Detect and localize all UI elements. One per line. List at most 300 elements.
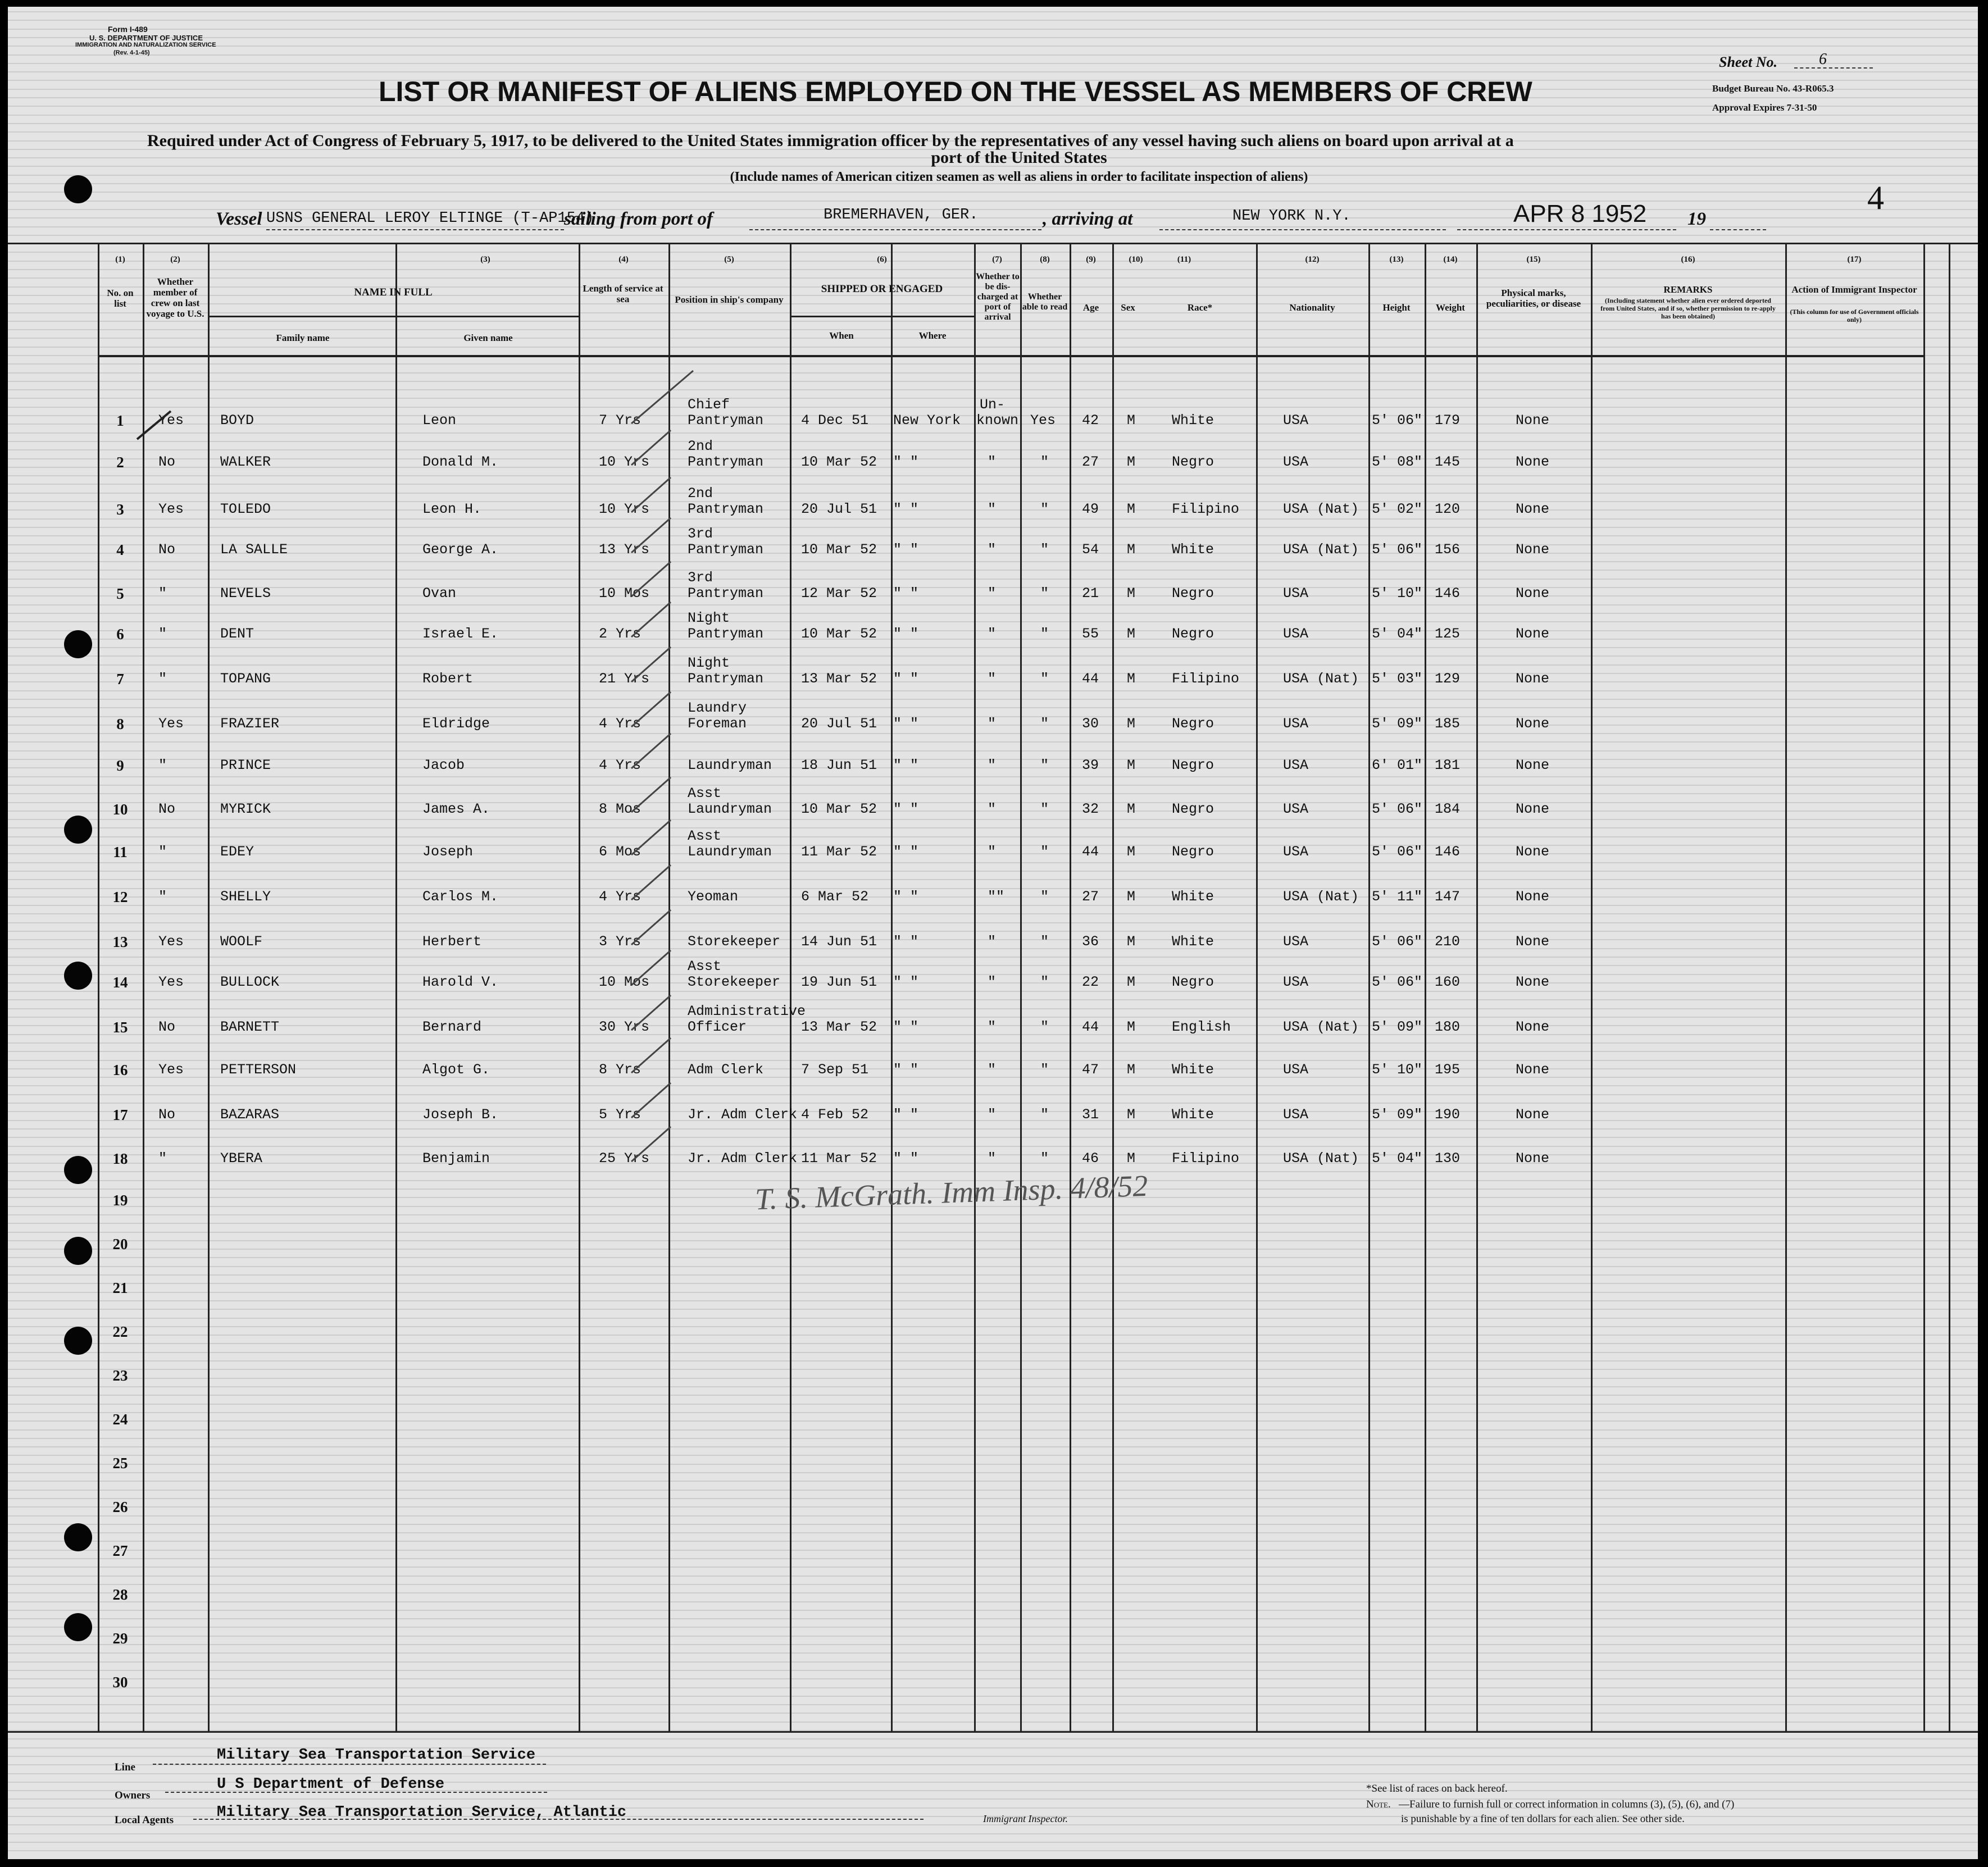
given-name: James A. <box>422 801 490 817</box>
position-line-1: Night <box>688 655 730 671</box>
paper-ruling <box>8 1524 1978 1525</box>
position-line-2: Pantryman <box>688 412 764 429</box>
punch-hole <box>64 962 92 990</box>
column-divider <box>579 243 580 1731</box>
position: Storekeeper <box>688 933 781 950</box>
height: 5' 06" <box>1372 933 1423 950</box>
height: 5' 11" <box>1372 889 1423 905</box>
sex: M <box>1127 801 1136 817</box>
shipped-when: 11 Mar 52 <box>801 1150 877 1167</box>
crew-last-voyage: " <box>158 626 167 642</box>
header-shipped-engaged: SHIPPED OR ENGAGED <box>821 283 943 295</box>
age: 44 <box>1082 844 1099 860</box>
column-number: (8) <box>1040 255 1050 264</box>
nationality: USA (Nat) <box>1283 1019 1359 1035</box>
column-number: (2) <box>170 255 180 264</box>
paper-ruling <box>8 1042 1978 1044</box>
weight: 120 <box>1435 501 1461 517</box>
race: White <box>1172 412 1214 429</box>
family-name: WOOLF <box>220 933 263 950</box>
row-number: 11 <box>113 844 128 860</box>
discharged: " <box>988 585 997 602</box>
header-length-service: Length of service at sea <box>583 283 663 304</box>
paper-ruling <box>8 1833 1978 1834</box>
paper-ruling <box>8 1266 1978 1267</box>
crew-last-voyage: Yes <box>158 1062 184 1078</box>
discharged: "" <box>988 889 1005 905</box>
crew-last-voyage: " <box>158 671 167 687</box>
paper-ruling <box>8 1610 1978 1611</box>
paper-ruling <box>8 1438 1978 1439</box>
height: 5' 04" <box>1372 626 1423 642</box>
able-to-read: " <box>1040 801 1049 817</box>
shipped-where: " " <box>893 585 919 602</box>
physical-marks: None <box>1516 585 1550 602</box>
position-line-2: Pantryman <box>688 541 764 558</box>
paper-ruling <box>8 1369 1978 1370</box>
paper-ruling <box>8 1567 1978 1568</box>
column-divider <box>98 243 99 1731</box>
weight: 195 <box>1435 1062 1461 1078</box>
shipped-when: 13 Mar 52 <box>801 671 877 687</box>
able-to-read: " <box>1040 889 1049 905</box>
paper-ruling <box>8 1455 1978 1456</box>
height: 5' 10" <box>1372 585 1423 602</box>
column-divider <box>395 243 397 1731</box>
row-number: 2 <box>116 454 124 471</box>
age: 44 <box>1082 1019 1099 1035</box>
paper-ruling <box>8 1850 1978 1851</box>
paper-ruling <box>8 518 1978 520</box>
position-line-1: 3rd <box>688 526 713 542</box>
able-to-read: " <box>1040 933 1049 950</box>
length-of-service: 6 Mos <box>599 844 642 860</box>
row-number: 7 <box>116 671 124 687</box>
family-name: PETTERSON <box>220 1062 297 1078</box>
able-to-read: " <box>1040 454 1049 470</box>
nationality: USA <box>1283 974 1309 990</box>
position: Laundryman <box>688 757 772 773</box>
crew-last-voyage: " <box>158 757 167 773</box>
paper-ruling <box>8 1541 1978 1542</box>
position-line-1: Asst <box>688 828 722 844</box>
shipped-when: 11 Mar 52 <box>801 844 877 860</box>
sex: M <box>1127 454 1136 470</box>
shipped-where: " " <box>893 1019 919 1035</box>
age: 54 <box>1082 541 1099 558</box>
race: Negro <box>1172 626 1214 642</box>
paper-ruling <box>8 1627 1978 1628</box>
crew-last-voyage: Yes <box>158 933 184 950</box>
nationality: USA <box>1283 1106 1309 1123</box>
position: Jr. Adm Clerk <box>688 1106 798 1123</box>
paper-ruling <box>8 1661 1978 1663</box>
able-to-read: " <box>1040 501 1049 517</box>
height: 5' 09" <box>1372 1019 1423 1035</box>
punch-hole <box>64 175 92 203</box>
form-dept: U. S. DEPARTMENT OF JUSTICE <box>89 34 203 42</box>
sheet-number-line <box>1794 67 1873 69</box>
paper-ruling <box>8 1704 1978 1705</box>
physical-marks: None <box>1516 889 1550 905</box>
paper-ruling <box>8 347 1978 348</box>
discharged-line-1: Un- <box>980 397 1006 413</box>
nationality: USA <box>1283 1062 1309 1078</box>
paper-ruling <box>8 1575 1978 1577</box>
length-of-service: 30 Yrs <box>599 1019 650 1035</box>
race: Filipino <box>1172 1150 1240 1167</box>
column-number: (11) <box>1177 255 1191 264</box>
able-to-read: " <box>1040 1019 1049 1035</box>
row-number: 9 <box>116 757 124 774</box>
age: 31 <box>1082 1106 1099 1123</box>
column-number: (16) <box>1681 255 1695 264</box>
shipped-where: " " <box>893 1150 919 1167</box>
weight: 210 <box>1435 933 1461 950</box>
length-of-service: 21 Yrs <box>599 671 650 687</box>
given-name: Benjamin <box>422 1150 490 1167</box>
paper-ruling <box>8 1412 1978 1413</box>
shipped-when: 20 Jul 51 <box>801 501 877 517</box>
paper-ruling <box>8 570 1978 571</box>
header-sex: Sex <box>1121 302 1135 313</box>
weight: 146 <box>1435 844 1461 860</box>
age: 46 <box>1082 1150 1099 1167</box>
nationality: USA <box>1283 757 1309 773</box>
right-margin-line <box>1949 243 1950 1731</box>
row-number: 22 <box>112 1323 128 1340</box>
approval-expires: Approval Expires 7-31-50 <box>1712 102 1817 113</box>
nationality: USA <box>1283 716 1309 732</box>
nationality: USA <box>1283 844 1309 860</box>
position-line-2: Laundryman <box>688 801 772 817</box>
shipped-where: " " <box>893 1062 919 1078</box>
position-line-1: Administrative <box>688 1003 806 1019</box>
sex: M <box>1127 716 1136 732</box>
position-line-2: Pantryman <box>688 454 764 470</box>
position-line-1: 3rd <box>688 570 713 586</box>
shipped-where: New York <box>893 412 961 429</box>
footer-note-text-1: —Failure to furnish full or correct information in columns (3), (5), (6), and (7) <box>1399 1798 1735 1810</box>
shipped-when: 10 Mar 52 <box>801 454 877 470</box>
height: 5' 02" <box>1372 501 1423 517</box>
column-divider <box>668 243 670 1731</box>
position-line-2: Laundryman <box>688 844 772 860</box>
paper-ruling <box>8 604 1978 605</box>
column-divider <box>974 243 976 1731</box>
vessel-label: Vessel <box>216 209 262 229</box>
paper-ruling <box>8 750 1978 752</box>
required-line-1: Required under Act of Congress of February 5, 1917, to be delivered to the United States immigration officer by the representatives of any vessel having such aliens on board upon arrival at a <box>147 131 1514 150</box>
paper-ruling <box>8 527 1978 528</box>
able-to-read: " <box>1040 974 1049 990</box>
height: 5' 10" <box>1372 1062 1423 1078</box>
header-no-on-list: No. on list <box>107 288 134 309</box>
sex: M <box>1127 541 1136 558</box>
sex: M <box>1127 501 1136 517</box>
height: 6' 01" <box>1372 757 1423 773</box>
paper-ruling <box>8 1550 1978 1551</box>
row-number: 14 <box>112 974 128 991</box>
paper-ruling <box>8 991 1978 992</box>
paper-ruling <box>8 54 1978 56</box>
race: Negro <box>1172 757 1214 773</box>
given-name: Donald M. <box>422 454 499 470</box>
paper-ruling <box>8 1532 1978 1533</box>
family-name: TOLEDO <box>220 501 271 517</box>
paper-ruling <box>8 793 1978 794</box>
required-line-3: (Include names of American citizen seamen as well as aliens in order to facilitate inspection of aliens) <box>730 170 1308 184</box>
physical-marks: None <box>1516 501 1550 517</box>
paper-ruling <box>8 862 1978 863</box>
paper-ruling <box>8 1274 1978 1276</box>
paper-ruling <box>8 965 1978 966</box>
paper-ruling <box>8 201 1978 202</box>
length-of-service: 4 Yrs <box>599 716 642 732</box>
column-number: (5) <box>724 255 734 264</box>
paper-ruling <box>8 1017 1978 1018</box>
family-name: DENT <box>220 626 254 642</box>
weight: 145 <box>1435 454 1461 470</box>
paper-ruling <box>8 1257 1978 1258</box>
footer-note-text-2: is punishable by a fine of ten dollars for each alien. See other side. <box>1401 1813 1685 1825</box>
row-number: 25 <box>112 1455 128 1472</box>
row-number: 13 <box>112 933 128 950</box>
shipped-when: 19 Jun 51 <box>801 974 877 990</box>
able-to-read: " <box>1040 585 1049 602</box>
paper-ruling <box>8 1378 1978 1379</box>
discharged: " <box>988 501 997 517</box>
nationality: USA (Nat) <box>1283 889 1359 905</box>
length-of-service: 2 Yrs <box>599 626 642 642</box>
form-service: IMMIGRATION AND NATURALIZATION SERVICE <box>75 42 216 48</box>
crew-last-voyage: Yes <box>158 501 184 517</box>
age: 21 <box>1082 585 1099 602</box>
column-number: (13) <box>1389 255 1404 264</box>
sex: M <box>1127 412 1136 429</box>
column-divider <box>143 243 144 1731</box>
paper-ruling <box>8 123 1978 124</box>
physical-marks: None <box>1516 974 1550 990</box>
length-of-service: 5 Yrs <box>599 1106 642 1123</box>
row-number: 5 <box>116 585 124 602</box>
physical-marks: None <box>1516 801 1550 817</box>
physical-marks: None <box>1516 757 1550 773</box>
row-number: 18 <box>112 1150 128 1167</box>
position-line-1: Asst <box>688 785 722 802</box>
sex: M <box>1127 1019 1136 1035</box>
given-name: Algot G. <box>422 1062 490 1078</box>
able-to-read: " <box>1040 1150 1049 1167</box>
weight: 184 <box>1435 801 1461 817</box>
nationality: USA <box>1283 585 1309 602</box>
weight: 185 <box>1435 716 1461 732</box>
length-of-service: 10 Yrs <box>599 454 650 470</box>
family-name: BOYD <box>220 412 254 429</box>
age: 22 <box>1082 974 1099 990</box>
able-to-read: " <box>1040 844 1049 860</box>
paper-ruling <box>8 1232 1978 1233</box>
height: 5' 06" <box>1372 541 1423 558</box>
row-number: 12 <box>112 889 128 905</box>
paper-ruling <box>8 1240 1978 1241</box>
paper-ruling <box>8 1722 1978 1723</box>
column-divider <box>1425 243 1426 1731</box>
crew-last-voyage: Yes <box>158 974 184 990</box>
paper-ruling <box>8 999 1978 1000</box>
paper-ruling <box>8 836 1978 837</box>
year-label: 19 <box>1687 209 1706 229</box>
row-number: 19 <box>112 1192 128 1209</box>
crew-last-voyage: No <box>158 541 176 558</box>
paper-ruling <box>8 1584 1978 1585</box>
sheet-number: 6 <box>1819 51 1827 68</box>
paper-ruling <box>8 647 1978 648</box>
footer-line-rule <box>153 1764 546 1765</box>
crew-last-voyage: No <box>158 1019 176 1035</box>
race: Filipino <box>1172 671 1240 687</box>
sex: M <box>1127 1150 1136 1167</box>
family-name: YBERA <box>220 1150 263 1167</box>
family-name: FRAZIER <box>220 716 280 732</box>
crew-last-voyage: " <box>158 889 167 905</box>
nationality: USA <box>1283 801 1309 817</box>
name-subheader-rule <box>208 316 579 317</box>
discharged: " <box>988 626 997 642</box>
nationality: USA (Nat) <box>1283 541 1359 558</box>
physical-marks: None <box>1516 1062 1550 1078</box>
row-number: 4 <box>116 541 124 558</box>
race: White <box>1172 933 1214 950</box>
column-divider <box>1020 243 1022 1731</box>
discharged: " <box>988 974 997 990</box>
footer-agents-rule <box>193 1819 924 1820</box>
family-name: EDEY <box>220 844 254 860</box>
height: 5' 06" <box>1372 974 1423 990</box>
header-discharged: Whether to be dis-charged at port of arrival <box>976 272 1020 322</box>
paper-ruling <box>8 1670 1978 1671</box>
race: White <box>1172 889 1214 905</box>
age: 27 <box>1082 889 1099 905</box>
height: 5' 03" <box>1372 671 1423 687</box>
shipped-when: 4 Feb 52 <box>801 1106 869 1123</box>
given-name: Joseph B. <box>422 1106 499 1123</box>
header-remarks: REMARKS <box>1663 284 1713 295</box>
given-name: Eldridge <box>422 716 490 732</box>
paper-ruling <box>8 449 1978 450</box>
punch-hole <box>64 630 92 658</box>
discharged: " <box>988 801 997 817</box>
weight: 181 <box>1435 757 1461 773</box>
position-line-1: 2nd <box>688 438 713 454</box>
given-name: George A. <box>422 541 499 558</box>
age: 30 <box>1082 716 1099 732</box>
column-divider <box>1112 243 1114 1731</box>
paper-ruling <box>8 905 1978 906</box>
paper-ruling <box>8 1636 1978 1637</box>
discharged: " <box>988 541 997 558</box>
header-bottom-rule <box>98 355 1923 357</box>
paper-ruling <box>8 879 1978 880</box>
paper-ruling <box>8 733 1978 734</box>
sex: M <box>1127 1062 1136 1078</box>
length-of-service: 13 Yrs <box>599 541 650 558</box>
family-name: NEVELS <box>220 585 271 602</box>
column-number: (15) <box>1526 255 1541 264</box>
paper-ruling <box>8 1386 1978 1387</box>
sex: M <box>1127 585 1136 602</box>
shipped-when: 14 Jun 51 <box>801 933 877 950</box>
paper-ruling <box>8 192 1978 193</box>
paper-ruling <box>8 785 1978 786</box>
column-divider <box>1923 243 1925 1731</box>
sex: M <box>1127 671 1136 687</box>
shipped-subheader-rule <box>790 316 974 317</box>
row-number: 1 <box>116 412 124 429</box>
shipped-when: 10 Mar 52 <box>801 626 877 642</box>
paper-ruling <box>8 913 1978 914</box>
sex: M <box>1127 757 1136 773</box>
length-of-service: 25 Yrs <box>599 1150 650 1167</box>
paper-ruling <box>8 252 1978 253</box>
shipped-when: 12 Mar 52 <box>801 585 877 602</box>
column-number: (1) <box>115 255 125 264</box>
paper-ruling <box>8 1137 1978 1138</box>
paper-ruling <box>8 1360 1978 1361</box>
shipped-where: " " <box>893 757 919 773</box>
paper-ruling <box>8 1464 1978 1465</box>
position-line-2: Pantryman <box>688 501 764 517</box>
paper-ruling <box>8 1223 1978 1224</box>
age: 32 <box>1082 801 1099 817</box>
footer-line-label: Line <box>115 1761 135 1773</box>
arriving-port-line <box>1159 229 1446 230</box>
paper-ruling <box>8 1094 1978 1095</box>
paper-ruling <box>8 1713 1978 1714</box>
position-line-2: Officer <box>688 1019 747 1035</box>
length-of-service: 10 Mos <box>599 974 650 990</box>
paper-ruling <box>8 235 1978 236</box>
height: 5' 06" <box>1372 844 1423 860</box>
paper-ruling <box>8 381 1978 382</box>
able-to-read: " <box>1040 1106 1049 1123</box>
paper-ruling <box>8 776 1978 777</box>
footer-line-value: Military Sea Transportation Service <box>217 1747 536 1764</box>
paper-ruling <box>8 1446 1978 1447</box>
given-name: Ovan <box>422 585 457 602</box>
given-name: Joseph <box>422 844 474 860</box>
paper-ruling <box>8 1490 1978 1491</box>
paper-ruling <box>8 1481 1978 1482</box>
paper-ruling <box>8 1300 1978 1301</box>
column-divider <box>1368 243 1370 1731</box>
paper-ruling <box>8 484 1978 485</box>
punch-hole <box>64 1156 92 1184</box>
row-number: 16 <box>112 1062 128 1078</box>
able-to-read: " <box>1040 716 1049 732</box>
nationality: USA (Nat) <box>1283 501 1359 517</box>
paper-ruling <box>8 1051 1978 1052</box>
footer-agents-value: Military Sea Transportation Service, Atlantic <box>217 1804 627 1821</box>
row-number: 26 <box>112 1499 128 1515</box>
arrival-date-line <box>1457 229 1676 230</box>
paper-ruling <box>8 1420 1978 1422</box>
position-line-1: Asst <box>688 958 722 975</box>
paper-ruling <box>8 29 1978 30</box>
race: Negro <box>1172 844 1214 860</box>
paper-ruling <box>8 1515 1978 1517</box>
length-of-service: 7 Yrs <box>599 412 642 429</box>
